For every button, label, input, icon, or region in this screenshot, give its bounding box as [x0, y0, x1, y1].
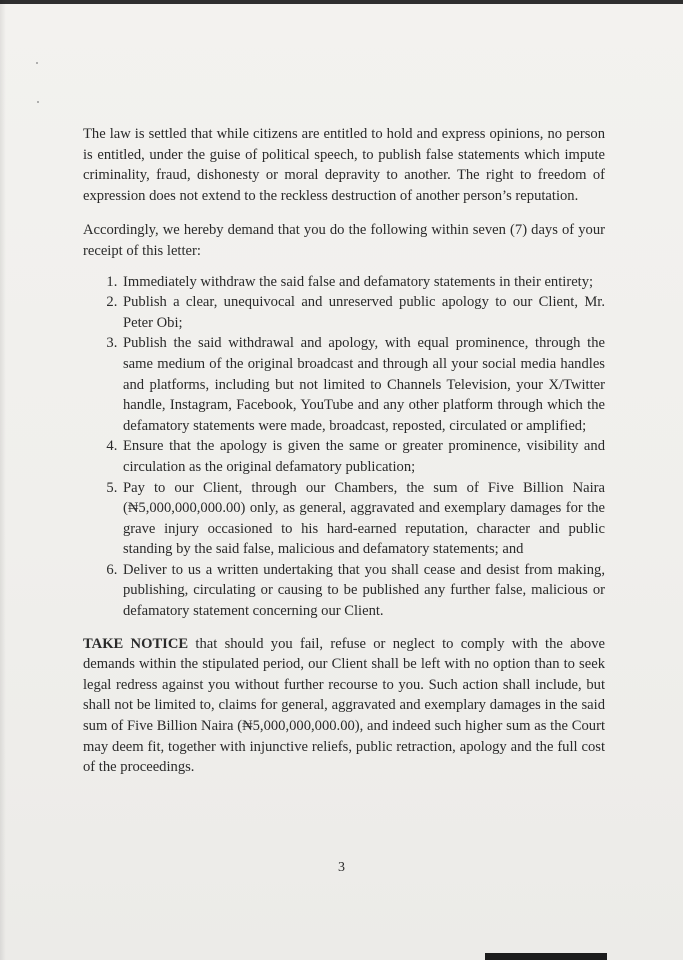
demand-item: 5. Pay to our Client, through our Chambers, the sum of Five Billion Naira (₦5,000,000,000.00) only, as general, aggravated and exemplary damages for the grave injury occasioned to his hard-earned reputation, character and public standing by the said false, malicious and defamatory statements; and — [121, 478, 605, 560]
paragraph-law-settled: The law is settled that while citizens are entitled to hold and express opinions, no person is entitled, under the guise of political speech, to publish false statements which impute criminality, fraud, dishonesty or moral depravity to another. The right to freedom of expression does not extend to the reckless destruction of another person’s reputation. — [83, 126, 605, 204]
take-notice-body: that should you fail, refuse or neglect to comply with the above demands within the stipulated period, our Client shall be left with no option than to seek legal redress against you without further recourse to you. Such action shall include, but shall not be limited to, claims for general, aggravated and exemplary damages in the said sum of Five Billion Naira (₦5,000,000,000.00), and indeed such higher sum as the Court may deem fit, together with injunctive reliefs, public retraction, apology and the full cost of the proceedings. — [83, 635, 605, 776]
scan-speck — [37, 101, 39, 103]
demand-item: 6. Deliver to us a written undertaking that you shall cease and desist from making, publishing, circulating or causing to be published any further false, malicious or defamatory statement concerning our Client. — [121, 560, 605, 622]
scan-speck — [36, 62, 38, 64]
demand-item: 1. Immediately withdraw the said false and defamatory statements in their entirety; — [121, 272, 605, 293]
demand-item: 3. Publish the said withdrawal and apology, with equal prominence, through the same medium of the original broadcast and through all your social media handles and platforms, including but not limited to Channels Television, your X/Twitter handle, Instagram, Facebook, YouTube and any other platform through which the defamatory statements were made, broadcast, reposted, circulated or amplified; — [121, 333, 605, 436]
take-notice-lead: TAKE NOTICE — [83, 635, 189, 652]
paragraph-take-notice — [83, 634, 605, 778]
letter-body — [83, 124, 605, 778]
scan-top-edge — [0, 0, 683, 4]
paragraph-demand-intro: Accordingly, we hereby demand that you do the following within seven (7) days of your receipt of this letter: — [83, 222, 605, 259]
demand-item: 2. Publish a clear, unequivocal and unreserved public apology to our Client, Mr. Peter Obi; — [121, 292, 605, 333]
scan-left-shadow — [0, 0, 6, 960]
page-number: 3 — [338, 860, 345, 875]
demands-list — [83, 272, 605, 622]
demand-item: 4. Ensure that the apology is given the same or greater prominence, visibility and circulation as the original defamatory publication; — [121, 436, 605, 477]
scan-bottom-bar — [485, 953, 607, 960]
